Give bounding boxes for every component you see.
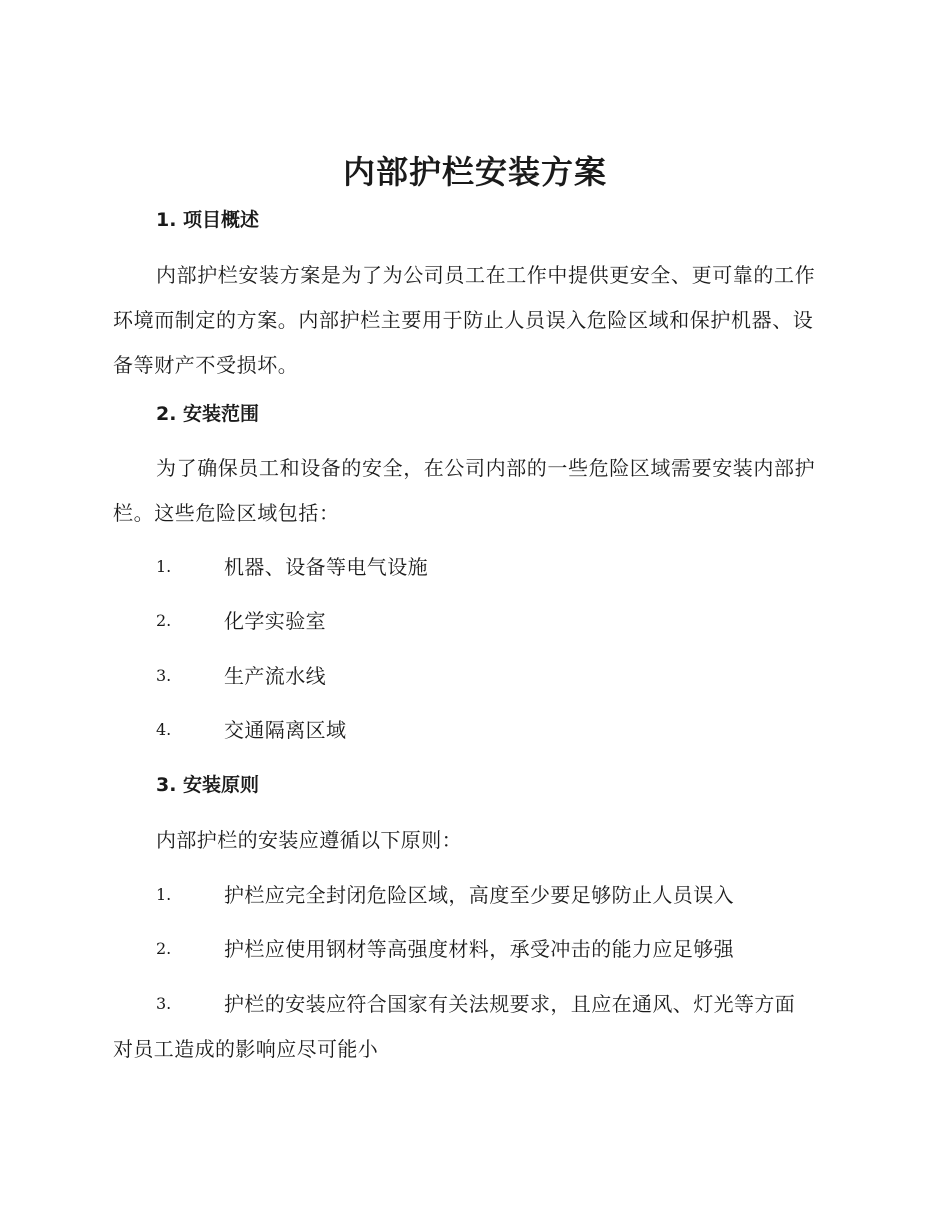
list-item-number: 3. [156,666,172,685]
list-item-text: 交通隔离区域 [224,718,347,742]
section-paragraph-overview: 内部护栏安装方案是为了为公司员工在工作中提供更安全、更可靠的工作环境而制定的方案。内部护栏主要用于防止人员误入危险区域和保护机器、设备等财产不受损坏。 [113,263,816,377]
section-intro-principles: 内部护栏的安装应遵循以下原则： [156,828,462,852]
list-item-text: 护栏应使用钢材等高强度材料，承受冲击的能力应足够强 [224,937,734,961]
list-item-number: 4. [156,720,172,739]
list-item-text: 护栏的安装应符合国家有关法规要求，且应在通风、灯光等方面 [224,992,796,1016]
list-item-text: 护栏应完全封闭危险区域，高度至少要足够防止人员误入 [224,883,734,907]
list-item-number: 1. [156,557,172,576]
list-item [113,989,833,1064]
list-item-number: 2. [156,611,172,630]
document-title: 内部护栏安装方案 [342,153,607,191]
list-item-continuation: 对员工造成的影响应尽可能小 [113,1037,379,1061]
list-item-number: 2. [156,939,172,958]
list-item-text: 机器、设备等电气设施 [224,555,428,579]
list-item-first-line [113,989,833,1034]
section-heading-overview: 1. 项目概述 [156,209,260,231]
section-heading-scope: 2. 安装范围 [156,403,260,425]
section-heading-principles: 3. 安装原则 [156,774,260,796]
list-item-text: 生产流水线 [224,664,326,688]
list-item-number: 1. [156,885,172,904]
list-item-text: 化学实验室 [224,609,326,633]
section-paragraph-scope: 为了确保员工和设备的安全，在公司内部的一些危险区域需要安装内部护栏。这些危险区域包括： [113,456,816,525]
list-item-number: 3. [156,994,172,1013]
